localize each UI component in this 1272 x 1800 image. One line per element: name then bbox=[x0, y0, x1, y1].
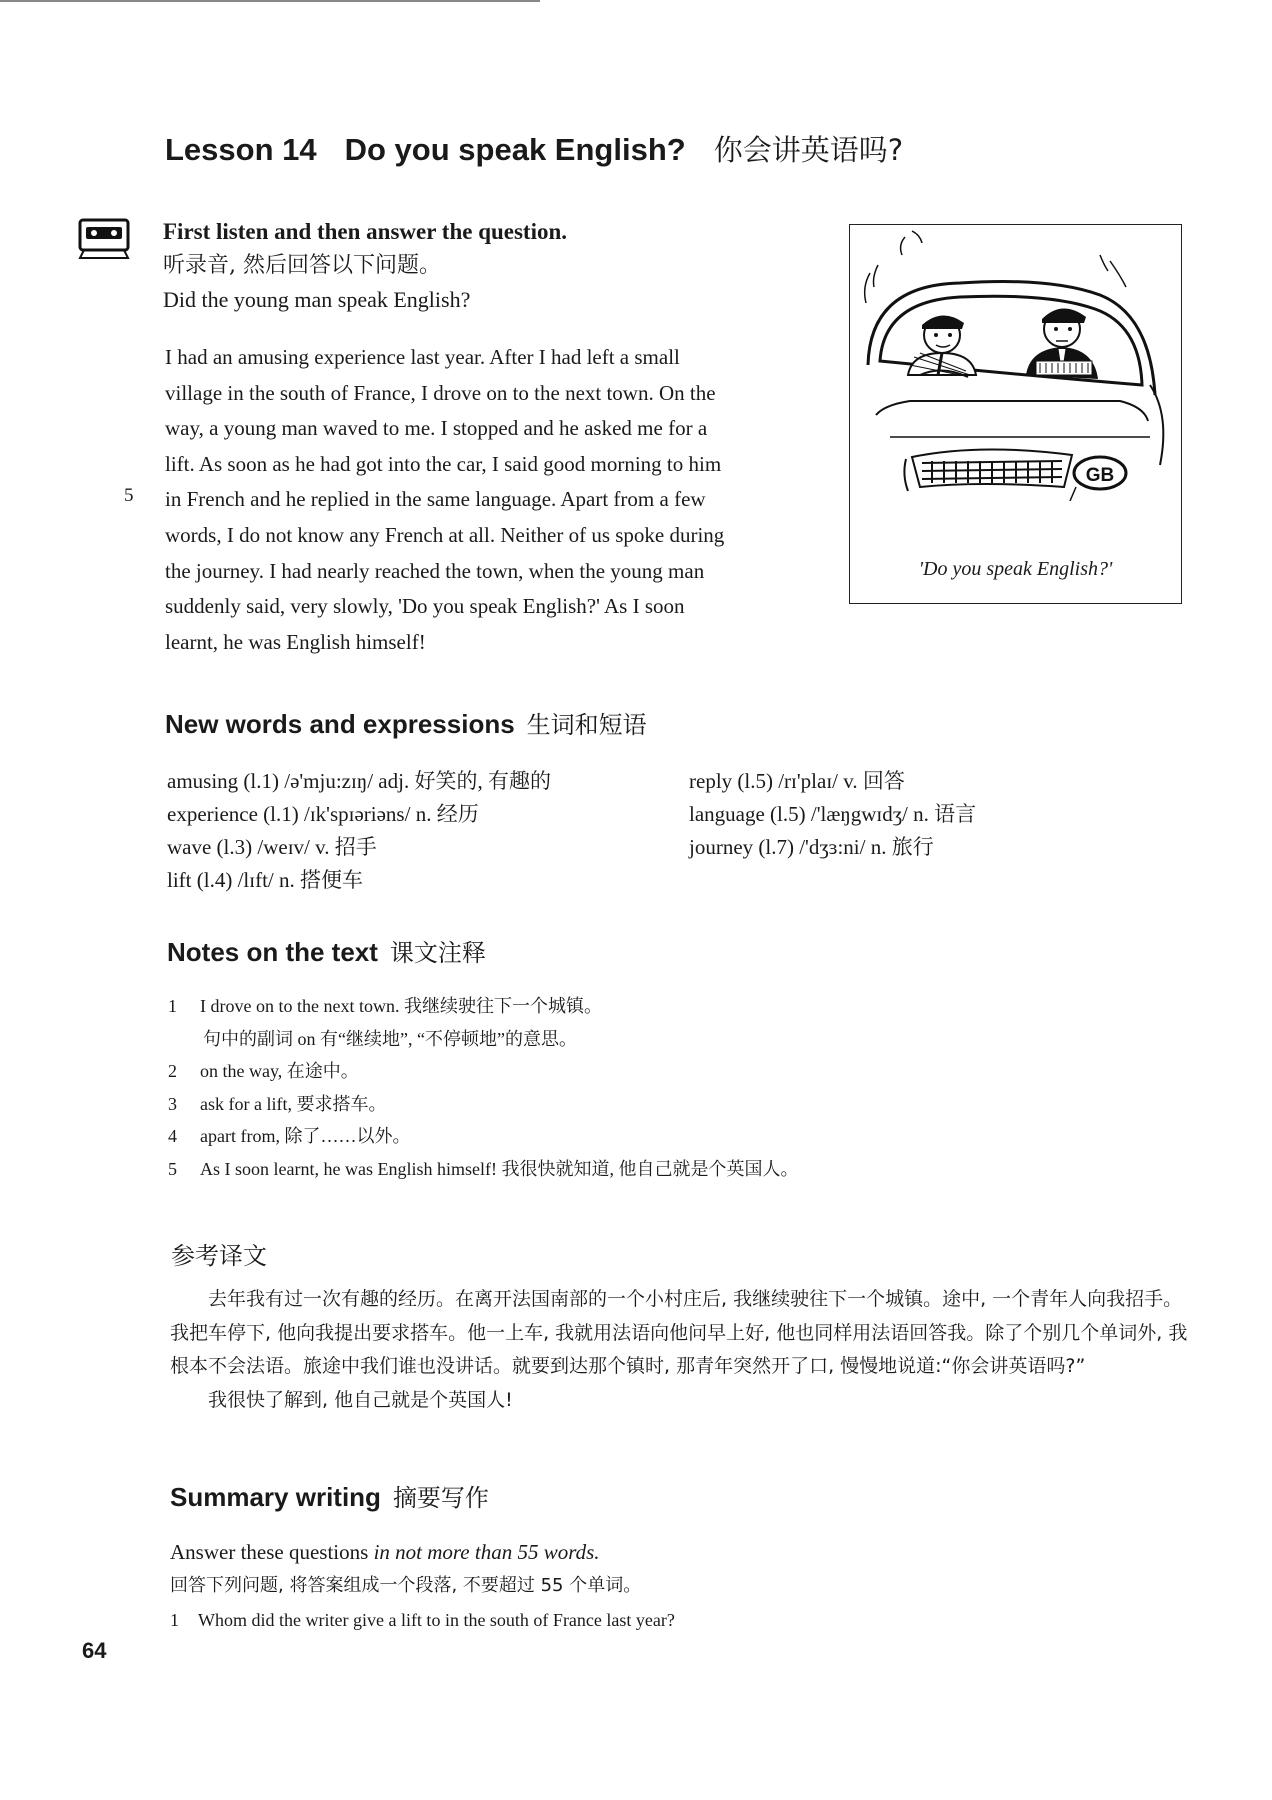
note-item bbox=[168, 990, 798, 1023]
translation-paragraph: 去年我有过一次有趣的经历。在离开法国南部的一个小村庄后, 我继续驶往下一个城镇。途中, 一个青年人向我招手。我把车停下, 他向我提出要求搭车。他一上车, 我就用法语向他问早上好, 他也同样用法语回答我。除了个别几个单词外, 我根本不会法语。旅途中我们谁也没讲话。就要到达那个镇时, 那青年突然开了口, 慢慢地说道:“你会讲英语吗?” bbox=[170, 1288, 1188, 1377]
summary-instruction-zh: 回答下列问题, 将答案组成一个段落, 不要超过 55 个单词。 bbox=[170, 1575, 642, 1596]
new-words-title-zh: 生词和短语 bbox=[526, 711, 647, 739]
note-text: As I soon learnt, he was English himself! 我很快就知道, 他自己就是个英国人。 bbox=[200, 1158, 799, 1179]
gb-plate-text: GB bbox=[1085, 465, 1115, 486]
car-illustration bbox=[850, 225, 1180, 555]
note-item bbox=[168, 1055, 798, 1088]
word-entry: amusing (l.1) /ə'mju:zɪŋ/ adj. 好笑的, 有趣的 bbox=[167, 769, 551, 793]
summary-instruction-en bbox=[170, 1535, 675, 1569]
page-number: 64 bbox=[82, 1638, 107, 1663]
note-number: 3 bbox=[168, 1093, 177, 1114]
word-entry: journey (l.7) /'dʒɜ:ni/ n. 旅行 bbox=[689, 835, 934, 859]
word-list-right bbox=[689, 765, 976, 864]
illustration-caption: 'Do you speak English?' bbox=[918, 558, 1113, 580]
passage-line: learnt, he was English himself! bbox=[165, 629, 426, 654]
translation-body bbox=[170, 1283, 1200, 1417]
note-number: 5 bbox=[168, 1158, 177, 1179]
new-words-heading bbox=[165, 705, 647, 740]
illustration-frame bbox=[849, 224, 1182, 604]
passage-line: lift. As soon as he had got into the car, I said good morning to him bbox=[165, 451, 722, 476]
note-item bbox=[168, 1023, 798, 1056]
word-entry: experience (l.1) /ɪk'spɪəriəns/ n. 经历 bbox=[167, 802, 479, 826]
summary-question bbox=[170, 1603, 675, 1637]
translation-heading: 参考译文 bbox=[171, 1242, 267, 1270]
listen-heading: First listen and then answer the question. bbox=[163, 219, 568, 244]
passage-line: I had an amusing experience last year. After I had left a small bbox=[165, 345, 680, 369]
summary-title-zh: 摘要写作 bbox=[392, 1484, 489, 1512]
passage-line: suddenly said, very slowly, 'Do you speak English?' As I soon bbox=[165, 594, 685, 619]
note-text: on the way, 在途中。 bbox=[200, 1061, 359, 1081]
cassette-icon bbox=[78, 216, 130, 260]
note-text: I drove on to the next town. 我继续驶往下一个城镇。 bbox=[200, 996, 602, 1016]
note-text: ask for a lift, 要求搭车。 bbox=[200, 1093, 387, 1114]
summary-heading bbox=[170, 1478, 489, 1513]
top-rule bbox=[0, 0, 540, 2]
word-entry: reply (l.5) /rɪ'plaɪ/ v. 回答 bbox=[689, 769, 905, 793]
notes-title-zh: 课文注释 bbox=[389, 939, 486, 967]
lesson-passage bbox=[165, 340, 803, 660]
listen-heading-zh: 听录音, 然后回答以下问题。 bbox=[163, 253, 441, 278]
note-number: 4 bbox=[168, 1126, 177, 1146]
summary-instructions bbox=[170, 1535, 675, 1637]
new-words-title: New words and expressions bbox=[165, 709, 515, 739]
word-entry: wave (l.3) /weɪv/ v. 招手 bbox=[167, 835, 377, 859]
note-item bbox=[168, 1120, 798, 1153]
translation-paragraph: 我很快了解到, 他自己就是个英国人! bbox=[208, 1388, 513, 1411]
lesson-number: Lesson 14 bbox=[165, 132, 317, 167]
passage-line: way, a young man waved to me. I stopped and he asked me for a bbox=[165, 416, 708, 441]
passage-line: words, I do not know any French at all. Neither of us spoke during bbox=[165, 522, 725, 547]
summary-instruction-prefix: Answer these questions bbox=[170, 1540, 374, 1564]
lesson-title bbox=[165, 128, 903, 169]
note-text: apart from, 除了……以外。 bbox=[200, 1126, 411, 1146]
notes-list bbox=[168, 990, 798, 1185]
summary-question-text: Whom did the writer give a lift to in the south of France last year? bbox=[198, 1610, 675, 1630]
note-item bbox=[168, 1088, 798, 1121]
passage-line: in French and he replied in the same language. Apart from a few bbox=[165, 487, 706, 512]
note-item bbox=[168, 1153, 798, 1186]
word-list-left bbox=[167, 765, 551, 897]
notes-heading bbox=[167, 933, 486, 968]
note-number: 2 bbox=[168, 1061, 177, 1081]
listen-question: Did the young man speak English? bbox=[163, 287, 471, 312]
note-number: 1 bbox=[168, 996, 177, 1016]
summary-question-number: 1 bbox=[170, 1610, 179, 1630]
notes-title: Notes on the text bbox=[167, 937, 378, 967]
lesson-title-zh: 你会讲英语吗? bbox=[713, 133, 904, 167]
line-number-marker: 5 bbox=[124, 485, 134, 506]
listen-block bbox=[163, 215, 803, 317]
word-entry: lift (l.4) /lɪft/ n. 搭便车 bbox=[167, 868, 363, 892]
word-entry: language (l.5) /'læŋgwɪdʒ/ n. 语言 bbox=[689, 802, 977, 826]
lesson-title-en: Do you speak English? bbox=[344, 132, 686, 167]
passage-line: the journey. I had nearly reached the town, when the young man bbox=[165, 558, 705, 583]
summary-title: Summary writing bbox=[170, 1482, 381, 1512]
note-text: 句中的副词 on 有“继续地”, “不停顿地”的意思。 bbox=[203, 1028, 577, 1049]
summary-instruction-italic: in not more than 55 words. bbox=[373, 1540, 600, 1564]
passage-line: village in the south of France, I drove on to the next town. On the bbox=[165, 380, 716, 405]
